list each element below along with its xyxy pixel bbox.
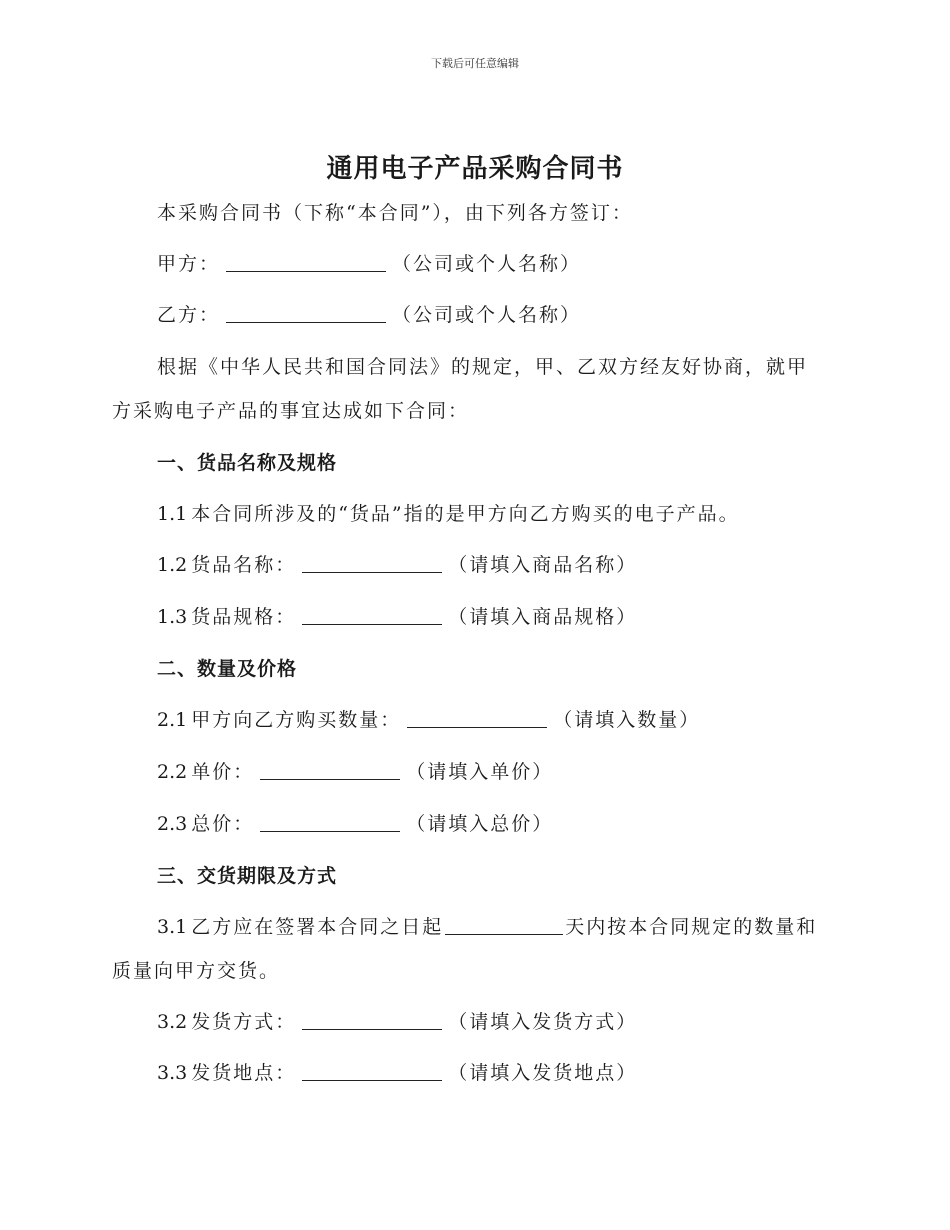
clause-1-2: [157, 550, 637, 577]
clause-1-1: [157, 499, 740, 526]
clause-label: 货品规格：: [191, 606, 297, 628]
clause-hint: （请填入单价）: [406, 761, 554, 783]
shipping-location-blank[interactable]: [302, 1060, 442, 1081]
basis-paragraph-line2: 方采购电子产品的事宜达成如下合同：: [112, 400, 470, 422]
intro-paragraph: 本采购合同书（下称“本合同”），由下列各方签订：: [157, 202, 633, 224]
document-title: 通用电子产品采购合同书: [326, 154, 624, 184]
clause-hint: （请填入数量）: [553, 709, 701, 731]
party-a-blank[interactable]: [226, 251, 386, 272]
clause-hint: （请填入商品规格）: [448, 606, 638, 628]
clause-number: 1.1: [157, 503, 188, 525]
total-price-blank[interactable]: [260, 811, 400, 832]
clause-label: 发货方式：: [191, 1011, 297, 1033]
basis-paragraph-line1: 根据《中华人民共和国合同法》的规定，甲、乙双方经友好协商，就甲: [157, 356, 809, 378]
clause-text: 乙方应在签署本合同之日起: [191, 916, 444, 938]
goods-name-blank[interactable]: [302, 552, 442, 573]
clause-number: 3.3: [157, 1062, 188, 1084]
clause-2-1: [157, 705, 700, 732]
clause-number: 1.3: [157, 606, 188, 628]
clause-2-2: [157, 757, 553, 784]
clause-number: 3.1: [157, 916, 188, 938]
clause-3-2: [157, 1007, 637, 1034]
clause-1-3: [157, 602, 637, 629]
clause-hint: （请填入发货方式）: [448, 1011, 638, 1033]
clause-number: 2.3: [157, 813, 188, 835]
party-b-line: [157, 300, 581, 327]
delivery-days-blank[interactable]: [445, 914, 563, 935]
clause-text: 本合同所涉及的“货品”指的是甲方向乙方购买的电子产品。: [191, 503, 740, 525]
party-a-hint: （公司或个人名称）: [392, 253, 582, 275]
clause-label: 发货地点：: [191, 1062, 297, 1084]
quantity-blank[interactable]: [407, 707, 547, 728]
goods-spec-blank[interactable]: [302, 604, 442, 625]
section-heading-goods: 一、货品名称及规格: [157, 452, 338, 474]
party-a-line: [157, 249, 581, 276]
clause-3-1: [157, 912, 817, 939]
clause-label: 甲方向乙方购买数量：: [191, 709, 402, 731]
clause-3-3: [157, 1058, 637, 1085]
party-b-blank[interactable]: [226, 302, 386, 323]
clause-2-3: [157, 809, 553, 836]
clause-label: 单价：: [191, 761, 255, 783]
page-header-note: 下载后可任意编辑: [431, 57, 519, 70]
clause-number: 1.2: [157, 554, 188, 576]
clause-hint: （请填入商品名称）: [448, 554, 638, 576]
clause-label: 总价：: [191, 813, 255, 835]
clause-text-continued: 天内按本合同规定的数量和: [565, 916, 818, 938]
section-heading-quantity-price: 二、数量及价格: [157, 658, 298, 680]
party-b-label: 乙方：: [157, 304, 221, 326]
clause-number: 2.1: [157, 709, 188, 731]
party-a-label: 甲方：: [157, 253, 221, 275]
party-b-hint: （公司或个人名称）: [392, 304, 582, 326]
section-heading-delivery: 三、交货期限及方式: [157, 865, 338, 887]
clause-label: 货品名称：: [191, 554, 297, 576]
clause-number: 3.2: [157, 1011, 188, 1033]
unit-price-blank[interactable]: [260, 759, 400, 780]
clause-3-1-continuation: 质量向甲方交货。: [112, 960, 281, 982]
shipping-method-blank[interactable]: [302, 1009, 442, 1030]
clause-hint: （请填入总价）: [406, 813, 554, 835]
clause-number: 2.2: [157, 761, 188, 783]
clause-hint: （请填入发货地点）: [448, 1062, 638, 1084]
